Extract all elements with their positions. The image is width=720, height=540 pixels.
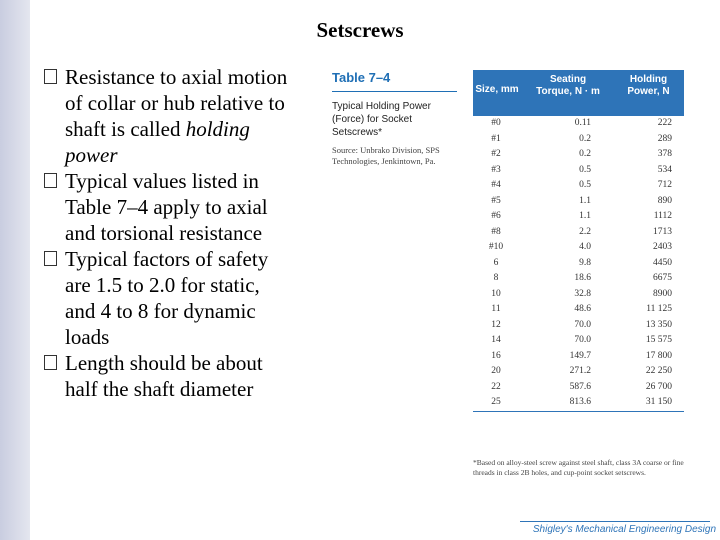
bullet-box-icon: [44, 251, 57, 266]
table-row: [473, 209, 684, 225]
cell-size: #10: [488, 242, 504, 252]
cell-holding-power: 1112: [653, 211, 672, 221]
cell-torque: 0.2: [579, 133, 591, 144]
cell-torque: 149.7: [569, 350, 591, 361]
table-row: [473, 364, 684, 380]
cell-holding-power: 378: [657, 149, 672, 159]
cell-torque: 32.8: [574, 288, 591, 299]
table-row: [473, 395, 684, 411]
bullet-item: [44, 246, 294, 350]
cell-holding-power: 8900: [653, 288, 672, 299]
header-holding-power: Holding Power, N: [627, 74, 670, 97]
slide-title: Setscrews: [316, 18, 404, 42]
table-row: [473, 271, 684, 287]
bullet-item: [44, 350, 294, 402]
cell-torque: 0.2: [579, 149, 591, 159]
table-body: [473, 116, 684, 412]
cell-size: 11: [491, 304, 501, 314]
cell-torque: 0.11: [574, 118, 591, 128]
cell-torque: 0.5: [579, 180, 591, 190]
cell-torque: 2.2: [579, 226, 591, 237]
cell-holding-power: 890: [657, 195, 672, 206]
table-row: [473, 194, 684, 210]
bullet-list: [44, 64, 294, 402]
header-seating-torque: Seating Torque, N · m: [536, 74, 600, 97]
cell-size: #1: [491, 133, 501, 144]
cell-holding-power: 6675: [653, 273, 672, 283]
cell-size: 20: [491, 366, 501, 376]
cell-torque: 1.1: [579, 211, 591, 221]
table-row: [473, 349, 684, 365]
cell-torque: 9.8: [579, 257, 591, 268]
bullet-item: [44, 64, 294, 168]
header-size: Size, mm: [475, 84, 519, 95]
source-label: Source:: [332, 145, 358, 155]
table-footnote: *Based on alloy-steel screw against steel shaft, class 3A coarse or fine threads in class 2B holes, and cup-point socket setscrews.: [473, 458, 684, 477]
table-row: [473, 318, 684, 334]
cell-size: 14: [491, 335, 501, 345]
cell-holding-power: 4450: [653, 257, 672, 268]
table-header: [473, 70, 684, 116]
cell-size: 12: [491, 319, 501, 330]
cell-holding-power: 26 700: [645, 381, 672, 392]
bullet-text: Resistance to axial motion of collar or hub relative to shaft is called: [65, 65, 288, 141]
table-row: [473, 240, 684, 256]
cell-size: 8: [493, 273, 499, 283]
cell-holding-power: 534: [657, 164, 672, 175]
data-table: [473, 70, 684, 412]
table-row: [473, 256, 684, 272]
table-figure: [332, 70, 692, 490]
left-decorative-bar: [0, 0, 30, 540]
cell-holding-power: 222: [657, 118, 672, 128]
table-row: [473, 287, 684, 303]
cell-holding-power: 17 800: [645, 350, 672, 361]
cell-size: #0: [491, 118, 501, 128]
cell-size: #5: [491, 195, 501, 206]
table-row: [473, 147, 684, 163]
bullet-text: Typical values listed in Table 7–4 apply to axial and torsional resistance: [65, 169, 268, 245]
cell-holding-power: 13 350: [645, 319, 672, 330]
cell-size: #6: [491, 211, 501, 221]
cell-size: #4: [491, 180, 501, 190]
table-label: Table 7–4: [332, 70, 391, 85]
cell-size: #8: [491, 226, 501, 237]
cell-torque: 4.0: [579, 242, 591, 252]
bullet-box-icon: [44, 173, 57, 188]
cell-torque: 587.6: [569, 381, 591, 392]
cell-holding-power: 289: [657, 133, 672, 144]
table-row: [473, 380, 684, 396]
cell-holding-power: 31 150: [645, 397, 672, 407]
table-row: [473, 302, 684, 318]
cell-holding-power: 712: [657, 180, 672, 190]
bullet-text: Typical factors of safety are 1.5 to 2.0 for static, and 4 to 8 for dynamic loads: [65, 247, 269, 349]
cell-torque: 18.6: [574, 273, 591, 283]
bullet-box-icon: [44, 355, 57, 370]
cell-size: 10: [491, 288, 501, 299]
bullet-item: [44, 168, 294, 246]
cell-size: #3: [491, 164, 501, 175]
caption-rule: [332, 91, 457, 92]
cell-torque: 0.5: [579, 164, 591, 175]
cell-holding-power: 1713: [653, 226, 672, 237]
cell-torque: 271.2: [569, 366, 591, 376]
table-row: [473, 225, 684, 241]
cell-torque: 48.6: [574, 304, 591, 314]
cell-size: 16: [491, 350, 501, 361]
cell-torque: 70.0: [574, 335, 591, 345]
bullet-box-icon: [44, 69, 57, 84]
cell-holding-power: 2403: [653, 242, 672, 252]
footer-brand: Shigley's Mechanical Engineering Design: [532, 524, 716, 535]
source-text: Unbrako Division, SPS Technologies, Jenkintown, Pa.: [332, 145, 440, 166]
cell-holding-power: 15 575: [645, 335, 672, 345]
table-row: [473, 132, 684, 148]
cell-torque: 1.1: [579, 195, 591, 206]
footer-rule: [520, 521, 710, 522]
cell-size: 25: [491, 397, 501, 407]
bullet-text: Length should be about half the shaft diameter: [65, 351, 263, 401]
cell-size: 22: [491, 381, 501, 392]
table-row: [473, 163, 684, 179]
cell-size: #2: [491, 149, 501, 159]
cell-holding-power: 11 125: [646, 304, 672, 314]
table-source: [332, 145, 462, 167]
cell-torque: 70.0: [574, 319, 591, 330]
table-row: [473, 178, 684, 194]
table-row: [473, 333, 684, 349]
cell-torque: 813.6: [569, 397, 591, 407]
table-caption: [332, 70, 462, 167]
table-caption-title: Typical Holding Power (Force) for Socket Setscrews*: [332, 101, 431, 138]
cell-size: 6: [493, 257, 499, 268]
bullet-emphasis: holding power: [65, 117, 250, 167]
cell-holding-power: 22 250: [645, 366, 672, 376]
table-row: [473, 116, 684, 132]
